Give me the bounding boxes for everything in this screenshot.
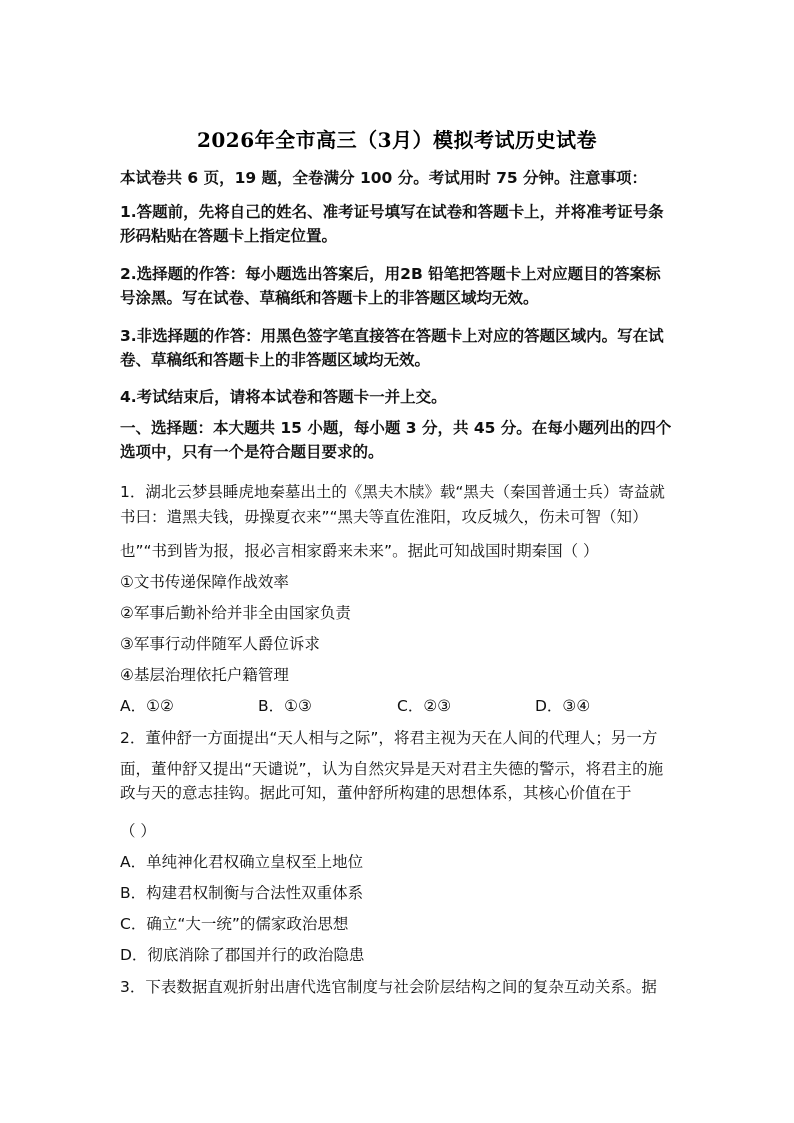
section-heading-line-1: 一、选择题：本大题共 15 小题，每小题 3 分，共 45 分。在每小题列出的四个 [120, 419, 672, 437]
question-1-option-d[interactable]: D．③④ [535, 697, 591, 715]
question-1-option-c[interactable]: C．②③ [397, 697, 452, 715]
question-2-option-b[interactable]: B．构建君权制衡与合法性双重体系 [120, 884, 364, 902]
page-title: 2026年全市高三（3月）模拟考试历史试卷 [196, 128, 598, 152]
question-2-line-1: 2．董仲舒一方面提出“天人相与之际”，将君主视为天在人间的代理人；另一方 [120, 729, 658, 747]
question-2-option-c[interactable]: C．确立“大一统”的儒家政治思想 [120, 915, 349, 933]
note-3-line-1: 3.非选择题的作答：用黑色签字笔直接答在答题卡上对应的答题区域内。写在试 [120, 327, 664, 345]
question-2-line-4: （ ） [120, 822, 156, 840]
exam-intro: 本试卷共 6 页，19 题，全卷满分 100 分。考试用时 75 分钟。注意事项： [120, 169, 648, 187]
question-1-statement-3: ③军事行动伴随军人爵位诉求 [120, 635, 320, 653]
question-2-line-2: 面，董仲舒又提出“天谴说”，认为自然灾异是天对君主失德的警示，将君主的施 [120, 760, 664, 778]
note-4: 4.考试结束后，请将本试卷和答题卡一并上交。 [120, 388, 447, 406]
question-1-line-2: 书曰：遣黑夫钱，毋操夏衣来”“黑夫等直佐淮阳，攻反城久，伤未可智（知） [120, 508, 648, 526]
question-1-line-1: 1．湖北云梦县睡虎地秦墓出土的《黑夫木牍》载“黑夫（秦国普通士兵）寄益就 [120, 483, 665, 501]
note-3-line-2: 卷、草稿纸和答题卡上的非答题区域均无效。 [120, 351, 431, 369]
question-3-line-1: 3．下表数据直观折射出唐代选官制度与社会阶层结构之间的复杂互动关系。据 [120, 978, 657, 996]
note-1-line-2: 形码粘贴在答题卡上指定位置。 [120, 227, 338, 245]
section-heading-line-2: 选项中，只有一个是符合题目要求的。 [120, 443, 384, 461]
note-1-line-1: 1.答题前，先将自己的姓名、准考证号填写在试卷和答题卡上，并将准考证号条 [120, 203, 664, 221]
note-2-line-2: 号涂黑。写在试卷、草稿纸和答题卡上的非答题区域均无效。 [120, 289, 539, 307]
question-1-option-a[interactable]: A．①② [120, 697, 174, 715]
question-1-statement-4: ④基层治理依托户籍管理 [120, 666, 289, 684]
question-1-statement-2: ②军事后勤补给并非全由国家负责 [120, 604, 351, 622]
question-2-option-d[interactable]: D．彻底消除了郡国并行的政治隐患 [120, 946, 365, 964]
question-1-statement-1: ①文书传递保障作战效率 [120, 573, 289, 591]
note-2-line-1: 2.选择题的作答：每小题选出答案后，用2B 铅笔把答题卡上对应题目的答案标 [120, 265, 661, 283]
question-1-line-3: 也”“书到皆为报，报必言相家爵来未来”。据此可知战国时期秦国（ ） [120, 542, 599, 560]
question-2-option-a[interactable]: A．单纯神化君权确立皇权至上地位 [120, 853, 364, 871]
question-1-option-b[interactable]: B．①③ [258, 697, 312, 715]
question-2-line-3: 政与天的意志挂钩。据此可知，董仲舒所构建的思想体系，其核心价值在于 [120, 784, 632, 802]
